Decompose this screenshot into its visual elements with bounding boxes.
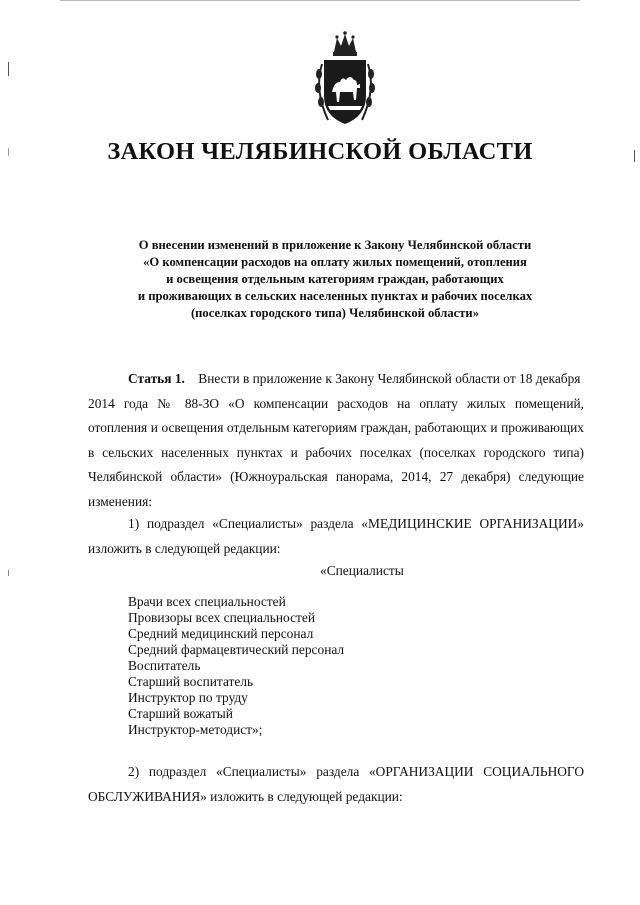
subtitle-line: О внесении изменений в приложение к Закону Челябинской области <box>138 238 532 252</box>
list-item: Инструктор-методист»; <box>128 722 263 737</box>
subtitle-line: и освещения отдельным категориям граждан, работающих <box>166 272 504 286</box>
item-1 <box>88 512 584 561</box>
list-item: Старший вожатый <box>128 706 233 721</box>
article-label: Статья 1. <box>128 371 185 386</box>
article-line: Челябинской области» (Южноуральская панорама, 2014, 27 декабря) следующие <box>88 469 584 484</box>
document-title: ЗАКОН ЧЕЛЯБИНСКОЙ ОБЛАСТИ <box>107 138 533 165</box>
list-item: Воспитатель <box>128 658 201 673</box>
subtitle-line: «О компенсации расходов на оплату жилых помещений, отопления <box>143 255 527 269</box>
list-item: Провизоры всех специальностей <box>128 610 315 625</box>
subtitle-line: (поселках городского типа) Челябинской области» <box>190 306 479 320</box>
item-1-line: изложить в следующей редакции: <box>88 540 281 556</box>
list-item: Старший воспитатель <box>128 674 254 689</box>
item-2-line: ОБСЛУЖИВАНИЯ» изложить в следующей редакции: <box>88 788 403 804</box>
article-line: в сельских населенных пунктах и рабочих поселках (поселках городского типа) <box>88 444 584 460</box>
article-line: изменения: <box>88 493 153 509</box>
scan-artifact <box>8 570 9 576</box>
list-item: Средний медицинский персонал <box>128 626 314 641</box>
list-item: Инструктор по труду <box>128 690 248 705</box>
subtitle-line: и проживающих в сельских населенных пунктах и рабочих поселках <box>137 289 533 303</box>
specialists-list <box>128 594 344 738</box>
item-2 <box>88 760 584 809</box>
item-2-line: 2) подраздел «Специалисты» раздела «ОРГАНИЗАЦИИ СОЦИАЛЬНОГО <box>128 764 584 779</box>
article-first-line <box>88 367 584 392</box>
article-text: Внести в приложение к Закону Челябинской области от 18 декабря <box>198 371 581 386</box>
specialists-heading: «Специалисты <box>320 563 404 578</box>
item-1-line: 1) подраздел «Специалисты» раздела «МЕДИЦИНСКИЕ ОРГАНИЗАЦИИ» <box>128 516 584 531</box>
scan-artifact <box>8 62 9 76</box>
article-line: 2014 года № 88-ЗО «О компенсации расходов на оплату жилых помещений, <box>88 395 584 411</box>
scan-artifact <box>60 0 580 1</box>
emblem-icon <box>310 30 380 130</box>
document-subtitle <box>95 237 575 322</box>
article-line: отопления и освещения отдельным категориям граждан, работающих и проживающих <box>88 420 584 435</box>
list-item: Средний фармацевтический персонал <box>128 642 345 657</box>
article-1 <box>88 367 584 514</box>
list-item: Врачи всех специальностей <box>128 594 286 609</box>
